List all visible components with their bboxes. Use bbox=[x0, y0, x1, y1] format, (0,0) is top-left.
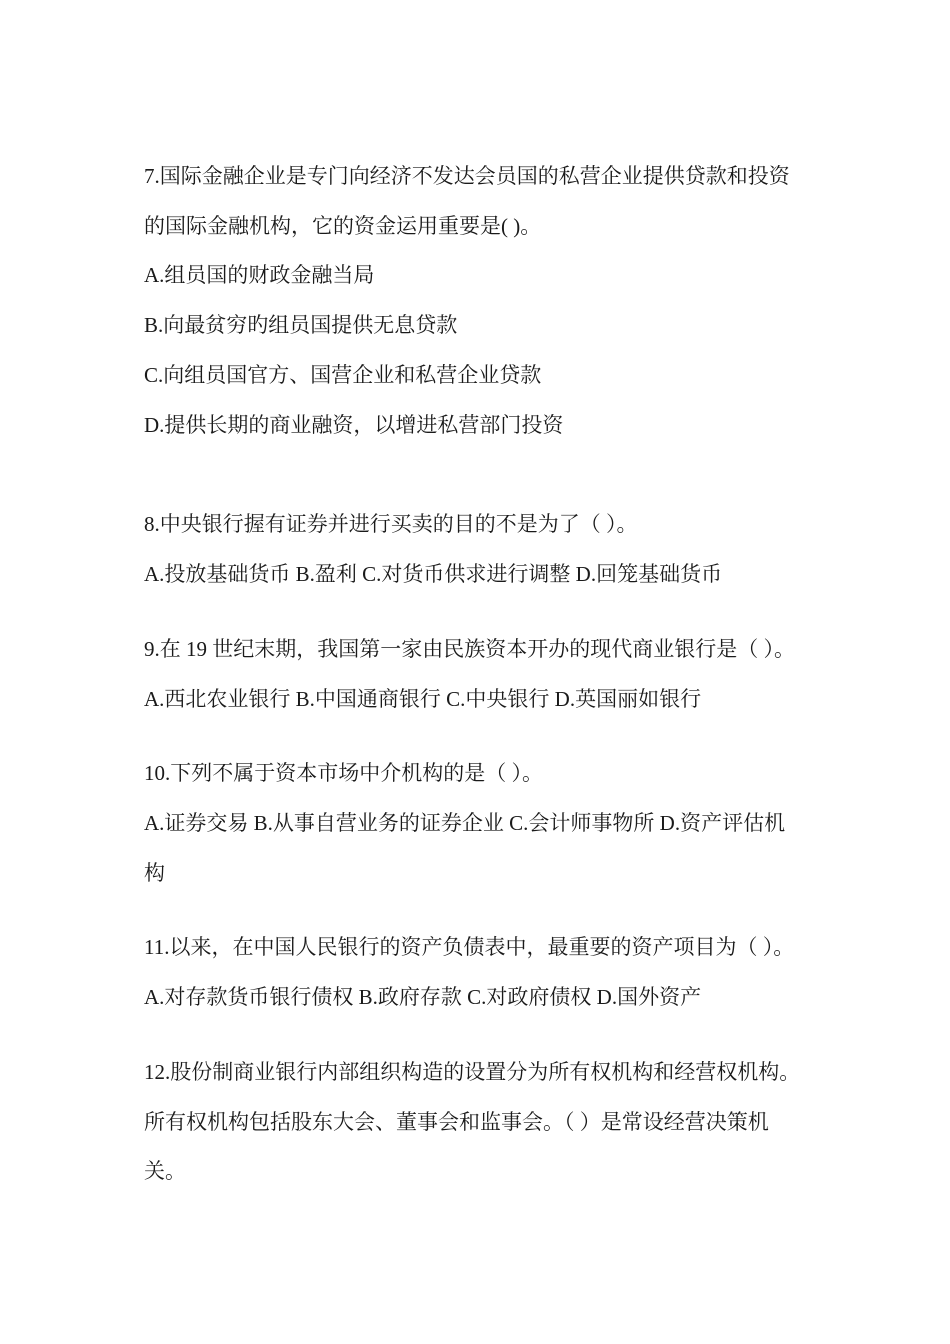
question-7-stem-line-2: 的国际金融机构，它的资金运用重要是( )。 bbox=[144, 214, 542, 238]
question-7-option-d: D.提供长期的商业融资，以增进私营部门投资 bbox=[144, 413, 564, 437]
question-12-stem-line-1: 12.股份制商业银行内部组织构造的设置分为所有权机构和经营权机构。 bbox=[144, 1060, 801, 1084]
question-11-options: A.对存款货币银行债权 B.政府存款 C.对政府债权 D.国外资产 bbox=[144, 985, 702, 1009]
question-9-options: A.西北农业银行 B.中国通商银行 C.中央银行 D.英国丽如银行 bbox=[144, 687, 702, 711]
question-10-options-line-1: A.证券交易 B.从事自营业务的证券企业 C.会计师事物所 D.资产评估机 bbox=[144, 811, 786, 835]
question-12-stem-line-2: 所有权机构包括股东大会、董事会和监事会。（ ）是常设经营决策机 bbox=[144, 1110, 769, 1134]
question-7-option-c: C.向组员国官方、国营企业和私营企业贷款 bbox=[144, 363, 542, 387]
question-7-stem-line-1: 7.国际金融企业是专门向经济不发达会员国的私营企业提供贷款和投资 bbox=[144, 164, 790, 188]
question-9-stem: 9.在 19 世纪末期，我国第一家由民族资本开办的现代商业银行是（ ）。 bbox=[144, 637, 795, 661]
question-11-stem: 11.以来，在中国人民银行的资产负债表中，最重要的资产项目为（ ）。 bbox=[144, 935, 795, 959]
question-8-options: A.投放基础货币 B.盈利 C.对货币供求进行调整 D.回笼基础货币 bbox=[144, 562, 723, 586]
question-7-option-a: A.组员国的财政金融当局 bbox=[144, 263, 375, 287]
question-8-stem: 8.中央银行握有证券并进行买卖的目的不是为了（ ）。 bbox=[144, 512, 638, 536]
question-7-option-b: B.向最贫穷旳组员国提供无息贷款 bbox=[144, 313, 458, 337]
question-10-stem: 10.下列不属于资本市场中介机构的是（ ）。 bbox=[144, 761, 543, 785]
question-10-options-line-2: 构 bbox=[144, 861, 165, 885]
question-12-stem-line-3: 关。 bbox=[144, 1159, 186, 1183]
